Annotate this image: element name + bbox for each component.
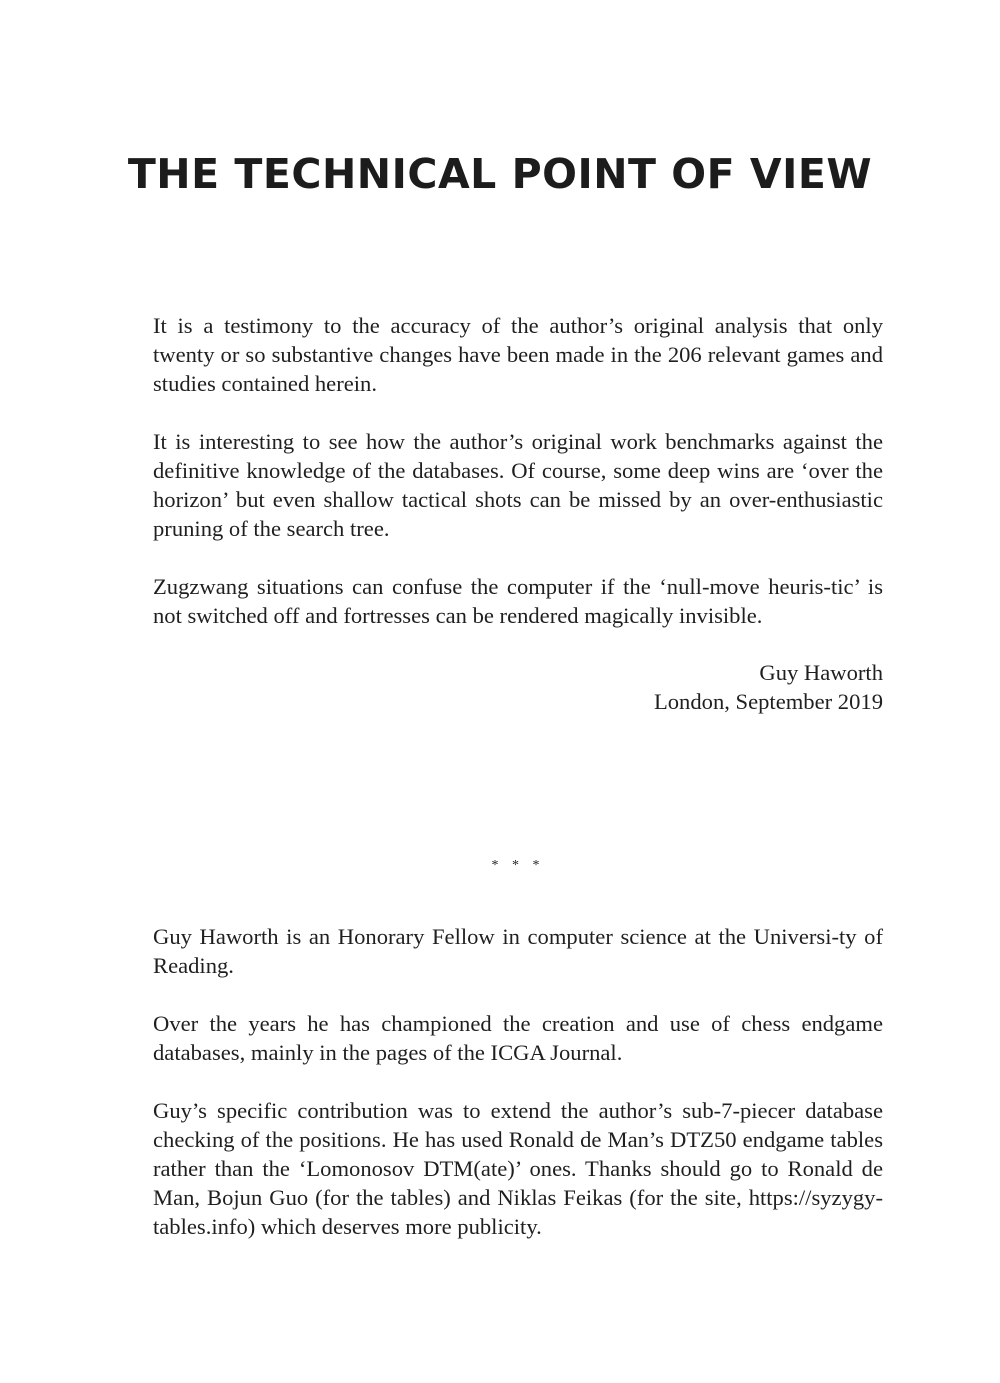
- signature-block: [654, 658, 883, 716]
- signature-name: Guy Haworth: [759, 660, 883, 685]
- section-separator: * * *: [491, 858, 545, 873]
- paragraph: Zugzwang situations can confuse the computer if the ‘null-move heuris-tic’ is not switched off and fortresses can be rendered magically invisible.: [153, 574, 883, 628]
- paragraph: Guy’s specific contribution was to extend the author’s sub-7-piecer database checking of the positions. He has used Ronald de Man’s DTZ50 endgame tables rather than the ‘Lomonosov DTM(ate)’ ones. Thanks should go to Ronald de Man, Bojun Guo (for the tables) and Niklas Feikas (for the site, https://syzygy-tables.info) which deserves more publicity.: [153, 1098, 883, 1239]
- paragraph: It is interesting to see how the author’s original work benchmarks against the definitive knowledge of the databases. Of course, some deep wins are ‘over the horizon’ but even shallow tactical shots can be missed by an over-enthusiastic pruning of the search tree.: [153, 429, 883, 541]
- paragraph: Over the years he has championed the creation and use of chess endgame databases, mainly in the pages of the ICGA Journal.: [153, 1011, 883, 1065]
- paragraph: Guy Haworth is an Honorary Fellow in computer science at the Universi-ty of Reading.: [153, 924, 883, 978]
- technical-section: [153, 311, 883, 630]
- author-bio-section: [153, 922, 883, 1241]
- signature-place-date: London, September 2019: [653, 689, 883, 714]
- page-title: THE TECHNICAL POINT OF VIEW: [127, 150, 873, 198]
- paragraph: It is a testimony to the accuracy of the author’s original analysis that only twenty or so substantive changes have been made in the 206 relevant games and studies contained herein.: [153, 313, 883, 396]
